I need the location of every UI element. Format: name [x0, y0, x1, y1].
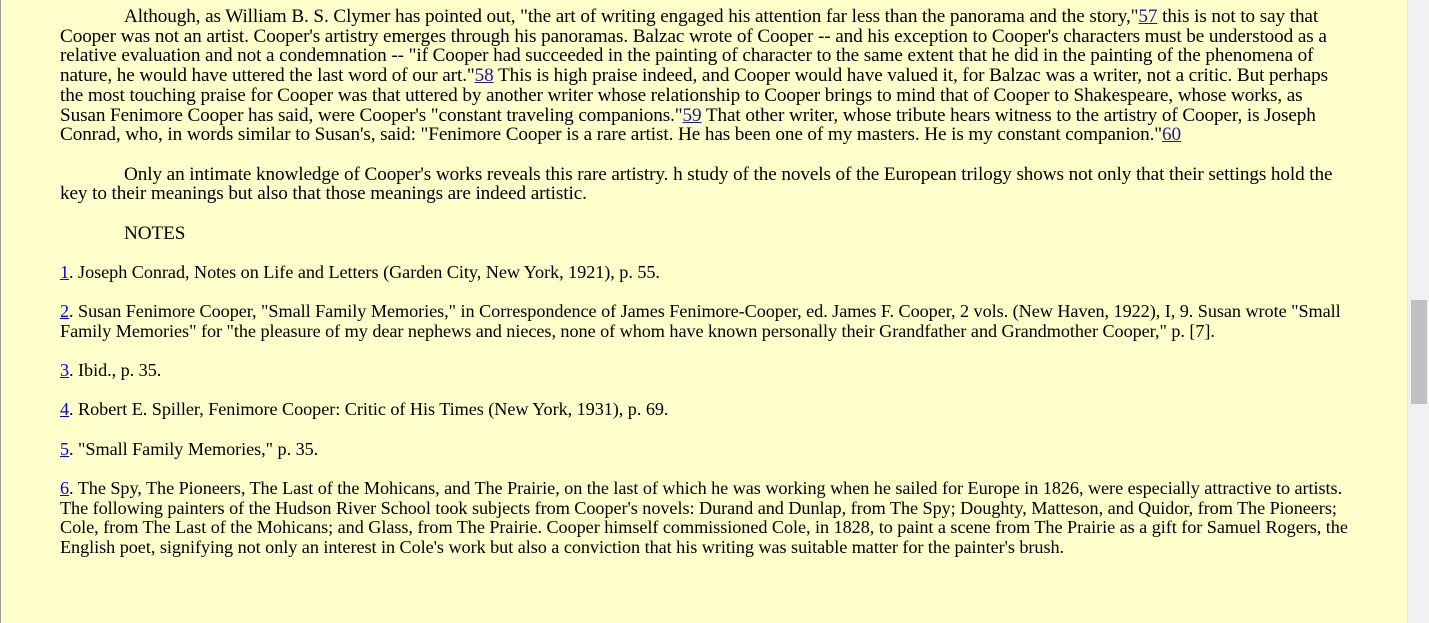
note-4	[60, 400, 1352, 420]
note-5	[60, 440, 1352, 460]
note-link-2[interactable]: 2	[60, 301, 70, 322]
note-text: . Susan Fenimore Cooper, "Small Family Memories," in Correspondence of James Fenimore-Cooper, ed. James F. Cooper, 2 vols. (New Haven, 1922), I, 9. Susan wrote "Small Family Memories" for "the pleasure of my dear nephews and nieces, none of whom have known personally their Grandfather and Grandmother Cooper," p. [7].	[60, 301, 1341, 341]
note-link-1[interactable]: 1	[60, 261, 70, 282]
note-text: . "Small Family Memories," p. 35.	[69, 438, 319, 459]
note-text: . The Spy, The Pioneers, The Last of the Mohicans, and The Prairie, on the last of which he was working when he sailed for Europe in 1826, were especially attractive to artists. The following painters of the Hudson River School took subjects from Cooper's novels: Durand and Dunlap, from The Spy; Doughty, Matteson, and Quidor, from The Pioneers; Cole, from The Last of the Mohicans; and Glass, from The Prairie. Cooper himself commissioned Cole, in 1828, to paint a scene from The Prairie as a gift for Samuel Rogers, the English poet, signifying not only an interest in Cole's work but also a conviction that his writing was suitable matter for the painter's brush.	[60, 478, 1348, 558]
paragraph-text: That other writer, whose tribute hears witness to the artistry of Cooper, is Joseph Conrad, who, in words similar to Susan's, said: "Fenimore Cooper is a rare artist. He has been one of my masters. He is my constant companion."	[60, 104, 1316, 146]
note-link-4[interactable]: 4	[60, 399, 70, 420]
note-2	[60, 302, 1352, 341]
vertical-scrollbar[interactable]	[1407, 0, 1429, 623]
note-link-3[interactable]: 3	[60, 360, 70, 381]
note-text: . Robert E. Spiller, Fenimore Cooper: Critic of His Times (New York, 1931), p. 69.	[69, 399, 669, 420]
article-content	[60, 7, 1352, 577]
note-link-6[interactable]: 6	[60, 478, 70, 498]
note-3	[60, 361, 1352, 381]
note-6	[60, 479, 1352, 558]
paragraph-text: This is high praise indeed, and Cooper would have valued it, for Balzac was a writer, not a critic. But perhaps the most touching praise for Cooper was that uttered by another writer whose relationship to Cooper brings to mind that of Cooper to Shakespeare, whose works, as Susan Fenimore Cooper has said, were Cooper's "constant traveling companions."	[60, 65, 1328, 126]
paragraph-text: this is not to say that Cooper was not an artist. Cooper's artistry emerges through his panoramas. Balzac wrote of Cooper -- and his exception to Cooper's characters must be understood as a relative evaluation and not a condemnation -- "if Cooper had succeeded in the painting of character to the same extent that he did in the painting of the phenomena of nature, he would have uttered the last word of our art."	[60, 6, 1327, 87]
footnote-link-58[interactable]: 58	[474, 65, 494, 87]
paragraph-text: Although, as William B. S. Clymer has pointed out, "the art of writing engaged his attention far less than the panorama and the story,"	[124, 6, 1139, 27]
notes-heading: NOTES	[124, 222, 186, 244]
footnote-link-57[interactable]: 57	[1138, 6, 1158, 27]
note-text: . Joseph Conrad, Notes on Life and Letters (Garden City, New York, 1921), p. 55.	[69, 261, 660, 282]
note-link-5[interactable]: 5	[60, 438, 70, 459]
note-1	[60, 263, 1352, 283]
body-paragraph-1	[60, 7, 1352, 145]
scrollbar-thumb[interactable]	[1411, 300, 1427, 404]
body-paragraph-2: Only an intimate knowledge of Cooper's works reveals this rare artistry. h study of the novels of the European trilogy shows not only that their settings hold the key to their meanings but also that those meanings are indeed artistic.	[60, 163, 1333, 205]
note-text: . Ibid., p. 35.	[69, 360, 162, 381]
footnote-link-60[interactable]: 60	[1162, 124, 1182, 146]
footnote-link-59[interactable]: 59	[682, 104, 702, 126]
